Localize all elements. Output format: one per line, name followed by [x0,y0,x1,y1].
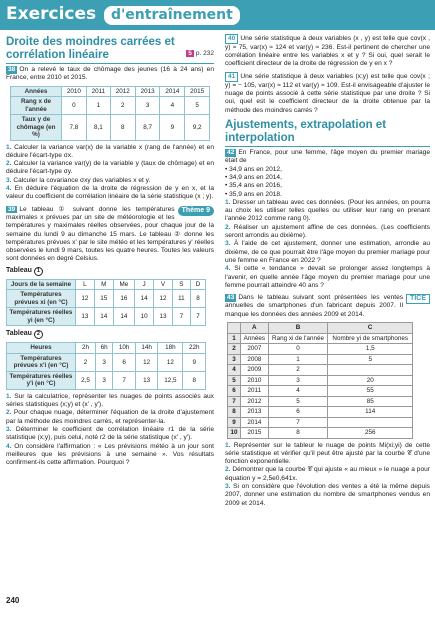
section-title-text: Droite des moindres carrées et corrélation linéaire [6,36,175,61]
table-cell: 9,2 [185,115,210,141]
table-cell: 12 [154,290,173,308]
spreadsheet-cell: 8 [268,428,328,439]
exercise-39-question-3 [6,426,214,443]
table-cell: 3 [95,371,112,389]
table-row [228,375,413,386]
question-number: 3. [225,240,231,248]
section-ref-page: p. 232 [195,49,214,57]
table-header-cell: 14h [135,343,158,354]
spreadsheet-cell: 2008 [241,354,269,365]
table-cell: 11 [172,290,190,308]
section-ref [186,48,214,61]
exercise-number: 38 [8,66,16,73]
table-row [228,428,413,439]
table-header-cell: M [94,279,113,290]
spreadsheet-cell: 114 [328,407,413,418]
question-number: 1. [225,198,231,206]
question-number: 2. [225,466,231,474]
table-row [228,344,413,355]
table-cell: 12 [76,290,95,308]
question-number: 2. [6,160,12,168]
question-text: À l'aide de cet ajustement, donner une estimation, arrondie au dixième, de ce que pourrait être l'âge moyen du premier mariage pour une femme en France en 2022 ? [225,240,430,264]
exercise-number: 40 [225,34,238,44]
spreadsheet-cell: Nombre yi de smartphones [328,333,413,344]
table-header-cell: Jours de la semaine [7,279,76,290]
table-header-cell: 2013 [135,86,160,97]
table-header-cell: 10h [113,343,136,354]
question-text: Déterminer le coefficient de corrélation linéaire r1 de la série statistique (x;y), puis celui, noté r2 de la série statistique (x' , y'). [6,425,214,442]
table-label-number: 2 [34,330,43,339]
table-cell: 8 [190,290,205,308]
table-row [228,417,413,428]
bullet-text: 34,9 ans en 2012, [229,165,282,173]
table-cell: 10 [135,308,154,326]
table-cell: 16 [113,290,135,308]
exercise-43-question-1 [225,442,430,467]
exercise-39-intro [6,206,214,264]
question-number: 4. [225,265,231,273]
table-header-cell: 2011 [86,86,110,97]
exercise-42-question-1 [225,199,430,224]
spreadsheet-cell: 2012 [241,396,269,407]
question-number: 1. [225,441,231,449]
table-temperatures-week [6,279,206,327]
spreadsheet-cell [328,417,413,428]
exercise-39-question-4 [6,443,214,468]
exercise-text: Le tableau ① suivant donne les températures maximales x prévues par un site de météorologie et les températures y maximales réelles observées, pour chaque jour de la semaine du lundi 9 au dimanche 15 mars. Le tableau ② donne les températures prévues x' par le site météo et les températures y' réelles observées le lundi 9 mars, toutes les quatre heures. Toutes les valeurs sont données en degré Celsius. [6,205,214,263]
bullet-text: 34,9 ans en 2014, [229,173,282,181]
table-cell: 14 [113,308,135,326]
table-cell: 5 [185,97,210,115]
table-cell: 7 [113,371,136,389]
table-cell: 9 [160,115,185,141]
question-text: Démontrer que la courbe 𝒞 qui ajuste « au mieux » le nuage a pour équation y = 2,5e0,641x. [225,466,430,482]
question-text: Pour chaque nuage, déterminer l'équation de la droite d'ajustement par la méthode des moindres carrés, et représenter-la. [6,409,214,425]
table-cell: 12 [135,353,158,371]
exercise-text: Dans le tableau suivant sont présentées les ventes annuelles de smartphones d'un fabricant depuis 2007. Il manque les données des années 2009 et 2014. [225,294,404,318]
question-text: Représenter sur le tableur le nuage de points Mi(xi;yi) de cette série statistique et vérifier qu'il peut être ajusté par la courbe 𝒞 d'une fonction exponentielle. [225,441,430,466]
exercise-40 [225,34,430,68]
table-cell: 4 [160,97,185,115]
table-row-label: Taux y de chômage (en %) [11,115,62,141]
question-number: 3. [6,176,12,184]
page-number: 240 [6,596,20,605]
table-row [228,407,413,418]
table-cell: 13 [154,308,173,326]
spreadsheet-col-header: B [268,323,328,334]
exercise-39-question-1 [6,393,214,410]
theme-badge [178,206,214,216]
spreadsheet-cell: 20 [328,375,413,386]
spreadsheet-row-header: 9 [228,417,241,428]
table-row [228,386,413,397]
spreadsheet-cell: 5 [268,396,328,407]
spreadsheet-row-header: 1 [228,333,241,344]
banner-tag: d'entraînement [104,6,240,25]
table-header-cell: L [76,279,95,290]
table-cell: 7 [172,308,190,326]
bullet-item: • 34,9 ans en 2012, [225,165,282,173]
table-row-label: Rang x de l'année [11,97,62,115]
spreadsheet-row-header: 7 [228,396,241,407]
table-label-number: 1 [34,267,43,276]
question-text: Calculer la variance var(y) de la variable y (taux de chômage) et en déduire l'écart-type σy. [6,160,214,176]
spreadsheet-cell: 1 [268,354,328,365]
tice-badge: TICE [406,294,430,304]
table-cell: 8 [110,115,135,141]
spreadsheet-cell: 2 [268,365,328,376]
spreadsheet-cell: 2015 [241,428,269,439]
table-header-cell: J [135,279,154,290]
question-number: 1. [6,392,12,400]
table-header-cell: 6h [95,343,112,354]
spreadsheet-cell [328,365,413,376]
spreadsheet-cell: Rang xi de l'année [268,333,328,344]
question-text: Calculer la covariance σxy des variables x et y. [13,176,151,184]
spreadsheet-table [227,322,413,439]
spreadsheet-cell: 2013 [241,407,269,418]
exercise-42-intro [225,149,430,166]
table-1-label [6,266,214,276]
exercise-number: 43 [227,294,235,302]
bullet-text: 35,9 ans en 2018. [229,190,282,198]
table-cell: 12 [158,353,183,371]
exercise-38-question-3 [6,177,214,185]
table-label-text: Tableau [6,330,32,338]
spreadsheet-cell: 3 [268,375,328,386]
exercise-number: 41 [225,72,238,82]
table-cell: 8 [183,371,206,389]
table-row [228,396,413,407]
exercise-43-question-2 [225,466,430,483]
table-cell: 14 [135,290,154,308]
spreadsheet-cell: 256 [328,428,413,439]
table-cell: 2 [76,353,96,371]
exercise-38-question-1 [6,144,214,161]
table-header-cell: Me [113,279,135,290]
section-title-text: Ajustements, extrapolation et interpolation [225,119,387,144]
exercise-text: Une série statistique à deux variables (x;y) est telle que cov(x ; y) = − 105, var(x) ≈ 112 et var(y) ≈ 109. Est-il envisageable d'ajuster le nuage de points associé à cette série statistique par une droite ? Si oui, quel est le coefficient directeur de la droite obtenue par la méthode des moindres carrés ? [225,73,430,114]
table-header-cell: Heures [7,343,76,354]
exercise-number: 39 [8,205,16,213]
question-number: 2. [6,409,12,417]
table-label-text: Tableau [6,266,32,274]
spreadsheet-row-header: 2 [228,344,241,355]
table-cell: 7,8 [62,115,87,141]
spreadsheet-cell: 2011 [241,386,269,397]
table-header-cell: 2010 [62,86,87,97]
question-text: Si cette « tendance » devait se prolonger assez longtemps à l'avenir, en quelle année l'âge moyen du premier mariage pour une femme pourrait atteindre 40 ans ? [225,265,430,289]
table-cell: 14 [94,308,113,326]
exercise-39-question-2 [6,409,214,426]
question-number: 3. [6,425,12,433]
exercise-43-question-3 [225,483,430,508]
bullet-item: • 35,9 ans en 2018. [225,190,282,198]
left-column [6,36,214,467]
spreadsheet-cell: 2009 [241,365,269,376]
right-column [225,34,430,508]
spreadsheet-row-header: 10 [228,428,241,439]
exercise-text: En France, pour une femme, l'âge moyen du premier mariage était de [225,149,430,165]
table-temperatures-day [6,342,206,390]
spreadsheet-cell: 6 [268,407,328,418]
exercise-42-question-3 [225,240,430,265]
question-number: 4. [6,442,12,450]
table-cell: 9 [183,353,206,371]
question-number: 1. [6,143,12,151]
table-cell: 0 [62,97,87,115]
table-row [228,365,413,376]
table-cell: 7 [190,308,205,326]
spreadsheet-row-header: 6 [228,386,241,397]
table-header-cell: 2012 [110,86,135,97]
table-row-label: Températures prévues xi (en °C) [7,290,76,308]
section-title-correlation [6,36,214,64]
exercise-41 [225,72,430,115]
table-cell: 8,1 [86,115,110,141]
section-ref-badge: 5 [188,49,192,57]
banner-title: Exercices [6,4,97,24]
bullet-text: 35,4 ans en 2016, [229,182,282,190]
table-row-label: Températures réelles yi (en °C) [7,308,76,326]
spreadsheet-row-header: 5 [228,375,241,386]
table-cell: 12,5 [158,371,183,389]
table-cell: 13 [76,308,95,326]
spreadsheet-col-header: C [328,323,413,334]
header-banner [0,0,435,30]
table-cell: 3 [135,97,160,115]
table-header-cell: S [172,279,190,290]
bullet-item: • 34,9 ans en 2014, [225,173,282,181]
table-header-cell: 2015 [185,86,210,97]
table-header-cell: 18h [158,343,183,354]
spreadsheet-row-header: 4 [228,365,241,376]
table-chomage [10,86,210,141]
exercise-42-question-2 [225,224,430,241]
table-header-cell: 22h [183,343,206,354]
table-cell: 2 [110,97,135,115]
question-text: Dresser un tableau avec ces données. (Pour les années, on pourra au choix les utiliser telles quelles ou utiliser leur rang en prenant l'année 2012 comme rang 0). [225,198,430,223]
spreadsheet-corner [228,323,241,334]
table-row-label: Températures réelles y'i (en °C) [7,371,76,389]
spreadsheet-cell: Années [241,333,269,344]
spreadsheet-cell: 85 [328,396,413,407]
table-header-cell: Années [11,86,62,97]
table-cell: 13 [135,371,158,389]
question-text: Réaliser un ajustement affine de ces données. (Les coefficients seront arrondis au dixième). [225,223,430,240]
spreadsheet-cell: 5 [328,354,413,365]
question-number: 3. [225,483,231,490]
question-text: Si on considère que l'évolution des ventes a été la même depuis 2007, donner une estimation du nombre de smartphones vendus en 2009 et 2014. [225,483,430,507]
spreadsheet-col-header: A [241,323,269,334]
spreadsheet-cell: 7 [268,417,328,428]
exercise-text: Une série statistique à deux variables (x , y) est telle que cov(x , y) ≈ 75, var(x) ≈ 124 et var(y) ≈ 236. Est-il pertinent de chercher une corrélation linéaire entre les variables x et y ? Si oui, quel serait le coefficient directeur de la droite de régression de y en x ? [225,35,430,68]
spreadsheet-cell: 0 [268,344,328,355]
table-cell: 15 [94,290,113,308]
table-cell: 6 [113,353,136,371]
section-title-ajustements [225,119,430,147]
spreadsheet-cell: 2014 [241,417,269,428]
theme-number: 9 [206,206,210,214]
table-row [228,354,413,365]
spreadsheet-cell: 4 [268,386,328,397]
bullet-item: • 35,4 ans en 2016, [225,182,282,190]
exercise-43-intro [225,294,430,319]
exercise-38-question-2 [6,160,214,177]
table-cell: 8,7 [135,115,160,141]
table-header-cell: D [190,279,205,290]
table-row-label: Températures prévues x'i (en °C) [7,353,76,371]
table-2-label [6,329,214,339]
spreadsheet-row-header: 8 [228,407,241,418]
exercise-42-question-4 [225,265,430,290]
spreadsheet-cell: 1,5 [328,344,413,355]
exercise-38-question-4 [6,185,214,202]
table-header-cell: 2014 [160,86,185,97]
theme-label: Thème [181,206,205,214]
question-number: 4. [6,185,12,193]
question-number: 2. [225,223,231,231]
spreadsheet-cell: 55 [328,386,413,397]
table-header-cell: 2h [76,343,96,354]
table-header-cell: V [154,279,173,290]
question-text: Calculer la variance var(x) de la variable x (rang de l'année) et en déduire l'écart-type σx. [6,143,214,159]
table-cell: 1 [86,97,110,115]
table-cell: 2,5 [76,371,96,389]
spreadsheet-cell: 2007 [241,344,269,355]
exercise-38-intro [6,66,214,83]
exercise-text: On a relevé le taux de chômage des jeunes (16 à 24 ans) en France, entre 2010 et 2015. [6,66,214,82]
question-text: En déduire l'équation de la droite de régression de y en x, et la valeur du coefficient de corrélation linéaire de la série statistique (x ; y). [6,185,214,201]
spreadsheet-row-header: 3 [228,354,241,365]
table-cell: 3 [95,353,112,371]
question-text: On considère l'affirmation : « Les prévisions météo à un jour sont meilleures que les prévisions à une semaine ». Vos résultats confirment-ils cette affirmation. Pourquoi ? [6,442,214,467]
question-text: Sur la calculatrice, représenter les nuages de points associés aux séries statistiques (x;y) et (x' , y'). [6,392,214,409]
spreadsheet-cell: 2010 [241,375,269,386]
exercise-number: 42 [227,149,235,157]
